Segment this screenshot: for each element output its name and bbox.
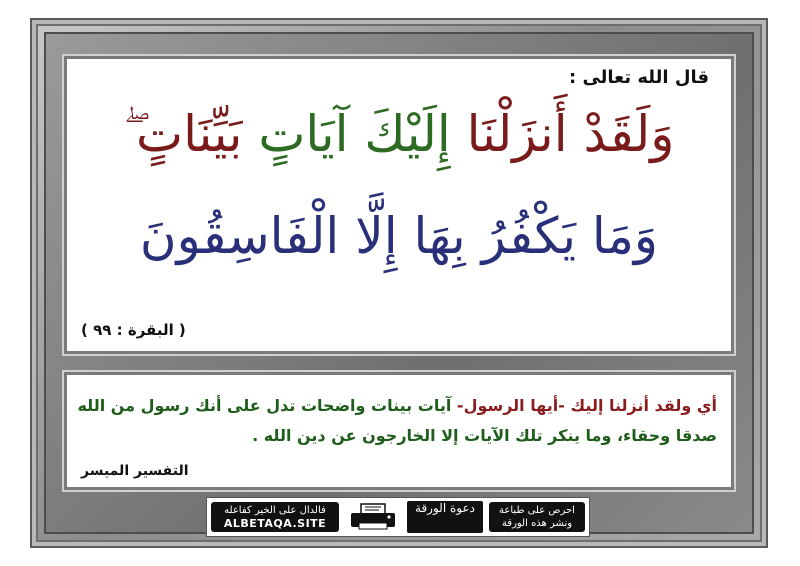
- verse-intro: قال الله تعالى :: [568, 67, 709, 88]
- footer-site-box: [211, 502, 339, 532]
- tafsir-part-2: -أيها الرسول-: [456, 396, 565, 415]
- tafsir-part-1: أي ولقد أنزلنا إليك: [570, 396, 717, 415]
- verse-word-bayyinat: بَيِّنَاتٍ ۖ: [123, 105, 243, 163]
- tafsir-source: التفسير الميسر: [81, 463, 189, 479]
- verse-line-1: [87, 105, 711, 164]
- verse-word-anzalna: أَنزَلْنَا: [466, 105, 568, 163]
- footer-motto: فالدال على الخير كفاعله: [224, 505, 326, 516]
- printer-icon: [345, 503, 401, 531]
- verse-word-ayat: آيَاتٍ: [258, 105, 349, 163]
- dawat-alwaraqa-logo: دعوة الورقة: [407, 501, 483, 533]
- tafsir-text: [77, 391, 717, 451]
- footer-bar: [206, 497, 590, 537]
- verse-word-walaqad: وَلَقَدْ: [583, 105, 675, 163]
- verse-panel: [64, 56, 734, 354]
- verse-word-ilayka: إِلَيْكَ: [364, 105, 451, 163]
- tafsir-part-3: آيات بينات واضحات تدل على أنك رسول من الله صدقا وحقاء، وما ينكر تلك الآيات إلا الخارجون عن دين الله .: [77, 396, 717, 445]
- footer-print-line-2: ونشر هذه الورقة: [501, 518, 573, 529]
- verse-citation: ( البقرة : ٩٩ ): [81, 321, 186, 339]
- footer-print-box: [489, 502, 585, 532]
- verse-line-2: وَمَا يَكْفُرُ بِهَا إِلَّا الْفَاسِقُونَ: [139, 207, 659, 265]
- footer-site-link[interactable]: ALBETAQA.SITE: [223, 517, 327, 530]
- tafsir-panel: [64, 372, 734, 490]
- footer-print-line-1: احرص على طباعة: [499, 505, 575, 516]
